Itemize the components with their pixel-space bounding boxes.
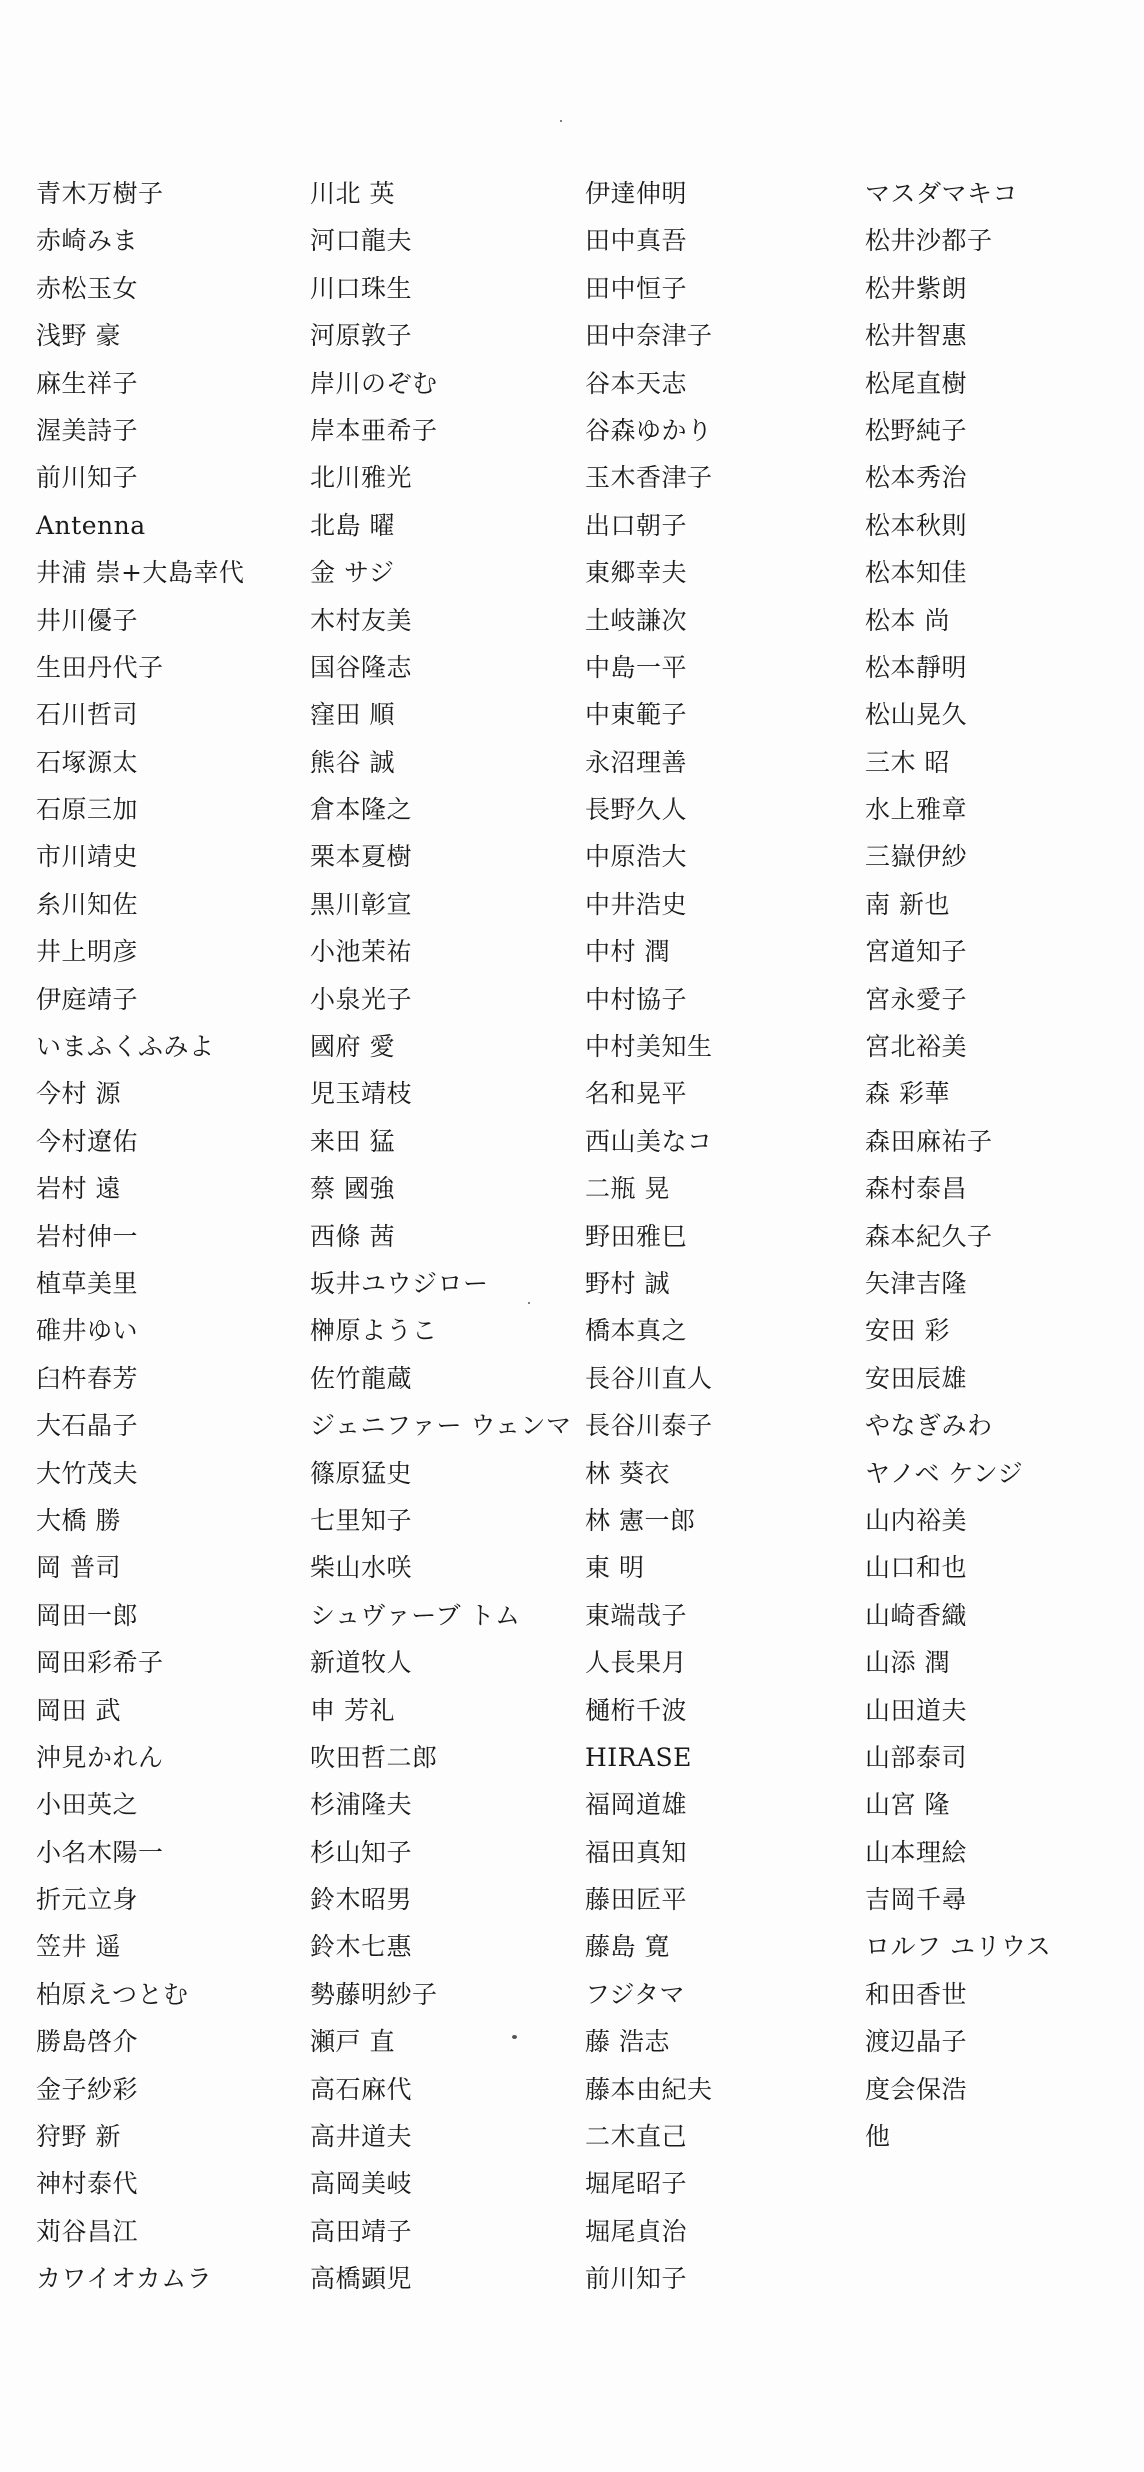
name-entry: 山宮 隆 xyxy=(865,1790,950,1820)
name-entry: 永沼理善 xyxy=(585,747,688,777)
name-entry: 藤本由紀夫 xyxy=(585,2074,713,2104)
name-entry: 篠原猛史 xyxy=(310,1458,413,1488)
name-entry: ジェニファー ウェンマ xyxy=(310,1411,572,1441)
name-entry: 瀬戸 直 xyxy=(310,2027,395,2057)
name-entry: 石塚源太 xyxy=(36,747,139,777)
name-entry: 今村遼佑 xyxy=(36,1126,139,1156)
name-entry: 松本秀治 xyxy=(865,463,968,493)
name-entry: 窪田 順 xyxy=(310,700,395,730)
name-entry: シュヴァーブ トム xyxy=(310,1600,521,1630)
name-entry: 佐竹龍蔵 xyxy=(310,1363,413,1393)
name-entry: 川北 英 xyxy=(310,179,395,208)
name-entry: 高石麻代 xyxy=(310,2074,413,2104)
name-entry: 沖見かれん xyxy=(36,1742,164,1772)
name-entry: 七里知子 xyxy=(310,1505,413,1535)
name-entry: 長谷川泰子 xyxy=(585,1411,713,1441)
name-entry: 三嶽伊紗 xyxy=(865,842,968,872)
name-entry: 岸川のぞむ xyxy=(310,368,438,398)
name-entry: 宮道知子 xyxy=(865,937,968,967)
name-entry: カワイオカムラ xyxy=(36,2264,213,2294)
name-entry: 中東範子 xyxy=(585,700,688,730)
name-entry: 長野久人 xyxy=(585,795,688,825)
name-entry: 青木万樹子 xyxy=(36,179,164,208)
name-entry: 石川哲司 xyxy=(36,700,139,730)
name-entry: 中井浩史 xyxy=(585,889,688,919)
name-entry: HIRASE xyxy=(585,1742,692,1772)
name-entry: 神村泰代 xyxy=(36,2169,139,2199)
name-entry: 井上明彦 xyxy=(36,937,139,967)
name-entry: 人長果月 xyxy=(585,1648,688,1678)
name-entry: 今村 源 xyxy=(36,1079,121,1109)
name-entry: 生田丹代子 xyxy=(36,652,164,682)
name-entry: フジタマ xyxy=(585,1979,686,2009)
name-entry: 前川知子 xyxy=(36,463,139,493)
name-entry: 榊原ようこ xyxy=(310,1316,438,1346)
name-entry: いまふくふみよ xyxy=(36,1032,215,1062)
name-entry: やなぎみわ xyxy=(865,1411,993,1441)
name-entry: 浅野 豪 xyxy=(36,321,121,351)
name-entry: 勢藤明紗子 xyxy=(310,1979,438,2009)
name-entry: 谷本天志 xyxy=(585,368,688,398)
name-entry: 伊達伸明 xyxy=(585,179,688,208)
name-entry: 野村 誠 xyxy=(585,1268,670,1298)
name-entry: 高井道夫 xyxy=(310,2122,413,2152)
name-entry: 中村美知生 xyxy=(585,1032,713,1062)
name-entry: 安田辰雄 xyxy=(865,1363,968,1393)
name-entry: 大竹茂夫 xyxy=(36,1458,139,1488)
name-entry: 和田香世 xyxy=(865,1979,968,2009)
name-entry: 山部泰司 xyxy=(865,1742,968,1772)
paper-speck xyxy=(512,2035,517,2039)
name-entry: 山口和也 xyxy=(865,1553,968,1583)
name-entry: 河原敦子 xyxy=(310,321,413,351)
name-entry: 岸本亜希子 xyxy=(310,415,438,445)
name-entry: 谷森ゆかり xyxy=(585,415,713,445)
name-entry: 伊庭靖子 xyxy=(36,984,139,1014)
name-entry: 水上雅章 xyxy=(865,795,968,825)
name-entry: 岡 普司 xyxy=(36,1553,121,1583)
name-entry: 中村協子 xyxy=(585,984,688,1014)
name-entry: 麻生祥子 xyxy=(36,368,139,398)
name-entry: 北島 曜 xyxy=(310,510,395,540)
name-entry: 来田 猛 xyxy=(310,1126,395,1156)
name-entry: 杉山知子 xyxy=(310,1837,413,1867)
name-entry: 森 彩華 xyxy=(865,1079,950,1109)
name-entry: 栗本夏樹 xyxy=(310,842,413,872)
name-entry: 東 明 xyxy=(585,1553,645,1583)
name-entry: 松野純子 xyxy=(865,415,968,445)
name-entry: 出口朝子 xyxy=(585,510,688,540)
name-entry: 岩村伸一 xyxy=(36,1221,139,1251)
name-entry: 渡辺晶子 xyxy=(865,2027,968,2057)
name-entry: 山添 潤 xyxy=(865,1648,950,1678)
name-entry: 糸川知佐 xyxy=(36,889,139,919)
name-entry: 木村友美 xyxy=(310,605,413,635)
name-entry: 堀尾昭子 xyxy=(585,2169,688,2199)
name-entry: 碓井ゆい xyxy=(36,1316,139,1346)
name-entry: 赤崎みま xyxy=(36,226,139,256)
name-entry: 西條 茜 xyxy=(310,1221,395,1251)
name-entry: 中原浩大 xyxy=(585,842,688,872)
name-entry: 坂井ユウジロー xyxy=(310,1268,489,1298)
name-entry: 植草美里 xyxy=(36,1268,139,1298)
name-entry: 金子紗彩 xyxy=(36,2074,139,2104)
name-entry: 三木 昭 xyxy=(865,747,950,777)
name-entry: 森本紀久子 xyxy=(865,1221,993,1251)
name-entry: 田中真吾 xyxy=(585,226,688,256)
name-entry: 林 葵衣 xyxy=(585,1458,670,1488)
name-entry: 福岡道雄 xyxy=(585,1790,688,1820)
paper-speck xyxy=(560,120,562,122)
name-entry: 岡田一郎 xyxy=(36,1600,139,1630)
name-entry: 児玉靖枝 xyxy=(310,1079,413,1109)
name-entry: 松山晃久 xyxy=(865,700,968,730)
name-entry: 黒川彰宣 xyxy=(310,889,413,919)
name-entry: 東端哉子 xyxy=(585,1600,688,1630)
name-entry: 前川知子 xyxy=(585,2264,688,2294)
name-entry: 東郷幸夫 xyxy=(585,558,688,588)
name-entry: 赤松玉女 xyxy=(36,273,139,303)
name-entry: 熊谷 誠 xyxy=(310,747,395,777)
name-entry: Antenna xyxy=(36,510,146,540)
name-entry: 高岡美岐 xyxy=(310,2169,413,2199)
name-entry: 名和晃平 xyxy=(585,1079,688,1109)
name-entry: 玉木香津子 xyxy=(585,463,713,493)
name-entry: 吉岡千尋 xyxy=(865,1885,968,1915)
name-entry: 宮北裕美 xyxy=(865,1032,968,1062)
name-column-2 xyxy=(310,170,571,2303)
name-entry: 中村 潤 xyxy=(585,937,670,967)
name-entry: 山本理絵 xyxy=(865,1837,968,1867)
name-entry: 鈴木昭男 xyxy=(310,1885,413,1915)
name-entry: 北川雅光 xyxy=(310,463,413,493)
name-column-3 xyxy=(585,170,713,2303)
name-entry: 橋本真之 xyxy=(585,1316,688,1346)
name-entry: 渥美詩子 xyxy=(36,415,139,445)
name-entry: 市川靖史 xyxy=(36,842,139,872)
name-entry: 吹田哲二郎 xyxy=(310,1742,438,1772)
name-entry: 大石晶子 xyxy=(36,1411,139,1441)
name-entry: 土岐謙次 xyxy=(585,605,688,635)
name-entry: 山田道夫 xyxy=(865,1695,968,1725)
name-entry: 柴山水咲 xyxy=(310,1553,413,1583)
name-entry: 野田雅巳 xyxy=(585,1221,688,1251)
name-entry: 松本 尚 xyxy=(865,605,950,635)
name-entry: 樋桁千波 xyxy=(585,1695,688,1725)
name-entry: 山崎香織 xyxy=(865,1600,968,1630)
name-entry: 松井紫朗 xyxy=(865,273,968,303)
name-entry: ヤノベ ケンジ xyxy=(865,1458,1024,1488)
name-entry: 狩野 新 xyxy=(36,2122,121,2152)
name-entry: 堀尾貞治 xyxy=(585,2216,688,2246)
name-entry: 南 新也 xyxy=(865,889,950,919)
name-entry: 柏原えつとむ xyxy=(36,1979,189,2009)
name-entry: 矢津吉隆 xyxy=(865,1268,968,1298)
name-entry: 松井智惠 xyxy=(865,321,968,351)
name-column-4 xyxy=(865,170,1051,2160)
name-entry: 井浦 崇+大島幸代 xyxy=(36,558,245,588)
name-entry: ロルフ ユリウス xyxy=(865,1932,1052,1962)
name-entry: 藤島 寛 xyxy=(585,1932,670,1962)
name-entry: 河口龍夫 xyxy=(310,226,413,256)
name-entry: 松本秋則 xyxy=(865,510,968,540)
name-entry: 勝島啓介 xyxy=(36,2027,139,2057)
name-entry: 国谷隆志 xyxy=(310,652,413,682)
name-entry: 小名木陽一 xyxy=(36,1837,164,1867)
name-entry: 大橋 勝 xyxy=(36,1505,121,1535)
name-entry: 林 憲一郎 xyxy=(585,1505,696,1535)
name-entry: 松井沙都子 xyxy=(865,226,993,256)
name-entry: 山内裕美 xyxy=(865,1505,968,1535)
name-entry: 他 xyxy=(865,2122,891,2152)
name-entry: 新道牧人 xyxy=(310,1648,413,1678)
paper-speck xyxy=(528,1302,530,1304)
name-entry: 西山美なコ xyxy=(585,1126,713,1156)
name-entry: 二木直己 xyxy=(585,2122,688,2152)
name-entry: 小田英之 xyxy=(36,1790,139,1820)
name-entry: 福田真知 xyxy=(585,1837,688,1867)
name-entry: 森田麻祐子 xyxy=(865,1126,993,1156)
name-entry: 田中恒子 xyxy=(585,273,688,303)
name-entry: 松尾直樹 xyxy=(865,368,968,398)
name-entry: 宮永愛子 xyxy=(865,984,968,1014)
name-entry: マスダマキコ xyxy=(865,179,1019,208)
name-entry: 森村泰昌 xyxy=(865,1174,968,1204)
name-entry: 藤田匠平 xyxy=(585,1885,688,1915)
name-entry: 鈴木七惠 xyxy=(310,1932,413,1962)
name-entry: 笠井 遥 xyxy=(36,1932,121,1962)
name-entry: 川口珠生 xyxy=(310,273,413,303)
name-entry: 松本知佳 xyxy=(865,558,968,588)
name-entry: 岩村 遠 xyxy=(36,1174,121,1204)
name-entry: 中島一平 xyxy=(585,652,688,682)
name-entry: 長谷川直人 xyxy=(585,1363,713,1393)
name-entry: 岡田 武 xyxy=(36,1695,121,1725)
name-entry: 倉本隆之 xyxy=(310,795,413,825)
name-entry: 小池茉祐 xyxy=(310,937,413,967)
name-entry: 度会保浩 xyxy=(865,2074,968,2104)
name-entry: 田中奈津子 xyxy=(585,321,713,351)
name-entry: 小泉光子 xyxy=(310,984,413,1014)
name-entry: 金 サジ xyxy=(310,558,395,588)
name-entry: 杉浦隆夫 xyxy=(310,1790,413,1820)
name-entry: 臼杵春芳 xyxy=(36,1363,139,1393)
name-entry: 岡田彩希子 xyxy=(36,1648,164,1678)
name-entry: 折元立身 xyxy=(36,1885,139,1915)
name-entry: 高田靖子 xyxy=(310,2216,413,2246)
name-entry: 藤 浩志 xyxy=(585,2027,670,2057)
name-column-1 xyxy=(36,170,244,2303)
name-entry: 國府 愛 xyxy=(310,1032,395,1062)
name-entry: 井川優子 xyxy=(36,605,139,635)
name-entry: 二瓶 晃 xyxy=(585,1174,670,1204)
name-entry: 松本靜明 xyxy=(865,652,968,682)
name-entry: 蔡 國強 xyxy=(310,1174,395,1204)
name-entry: 石原三加 xyxy=(36,795,139,825)
name-entry: 申 芳礼 xyxy=(310,1695,395,1725)
name-entry: 苅谷昌江 xyxy=(36,2216,139,2246)
name-entry: 安田 彩 xyxy=(865,1316,950,1346)
name-entry: 高橋顕児 xyxy=(310,2264,413,2294)
